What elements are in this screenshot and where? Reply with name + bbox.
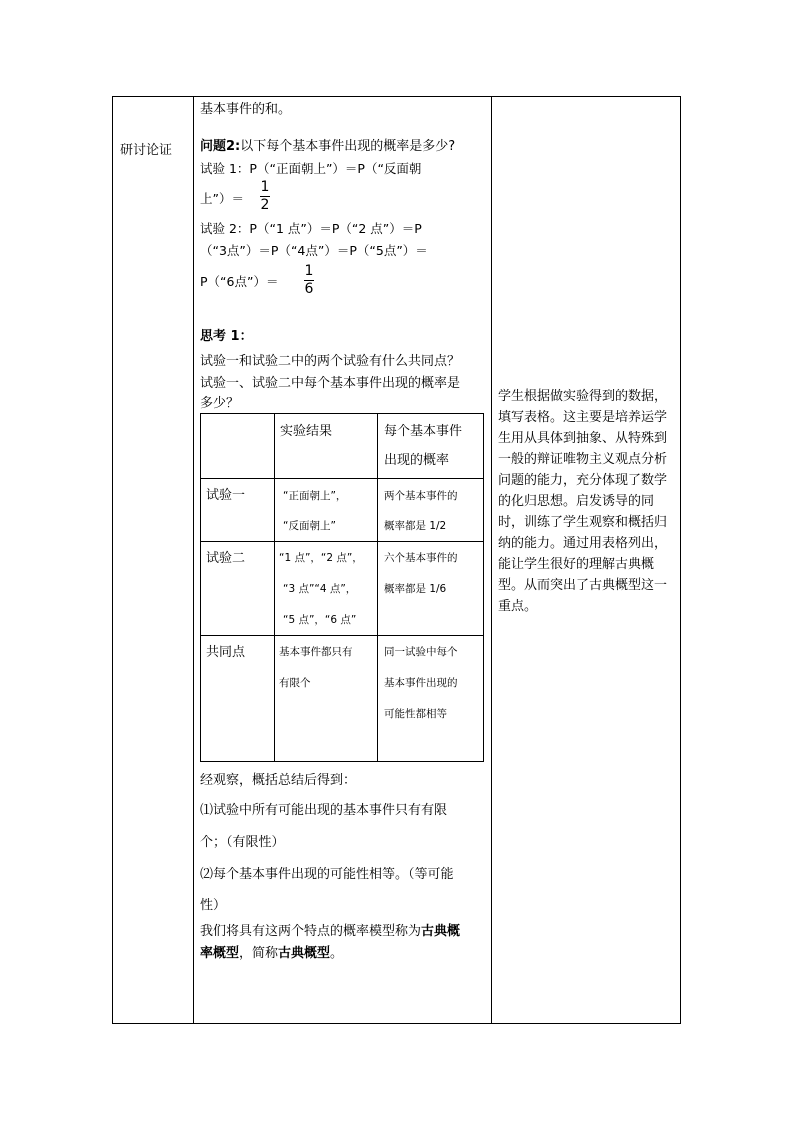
think-question-2-line2: 多少？ xyxy=(200,396,240,411)
table-header-prob-line2: 出现的概率 xyxy=(384,453,450,468)
table-cell: “正面朝上”， xyxy=(283,490,347,502)
fraction-numerator: 1 xyxy=(304,263,314,279)
table-cell: 基本事件出现的 xyxy=(384,677,458,689)
think-question-2-line1: 试验一、试验二中每个基本事件出现的概率是 xyxy=(200,376,461,391)
table-row-label: 共同点 xyxy=(206,645,246,660)
table-row-label: 试验二 xyxy=(206,551,246,566)
table-cell: 同一试验中每个 xyxy=(384,646,458,658)
table-cell: 两个基本事件的 xyxy=(384,490,458,502)
definition-term: 古典概 xyxy=(421,924,461,939)
table-cell: “5 点”，“6 点” xyxy=(283,614,357,626)
question-text: 以下每个基本事件出现的概率是多少? xyxy=(240,139,456,154)
table-cell: 基本事件都只有 xyxy=(279,646,353,658)
think-question-1: 试验一和试验二中的两个试验有什么共同点？ xyxy=(200,354,461,369)
definition-term: 率概型 xyxy=(200,946,240,961)
table-cell: “3 点”“4 点”， xyxy=(283,583,357,595)
table-column-line xyxy=(377,414,378,761)
trial-1-line2: 上”）＝ xyxy=(200,191,244,206)
definition-line1 xyxy=(200,923,460,940)
table-cell: “1 点”，“2 点”， xyxy=(279,552,363,564)
point-1-line2: 个；（有限性） xyxy=(200,835,285,850)
table-cell: 有限个 xyxy=(279,677,311,689)
stage-label: 研讨论证 xyxy=(120,143,173,158)
definition-line2 xyxy=(200,945,343,962)
question-2 xyxy=(200,138,455,155)
fraction-denominator: 6 xyxy=(304,281,314,297)
table-row-line xyxy=(201,635,483,636)
table-cell: 六个基本事件的 xyxy=(384,552,458,564)
question-label: 问题2: xyxy=(200,139,241,154)
table-column-line xyxy=(274,414,275,761)
table-cell: “反面朝上” xyxy=(283,520,336,532)
table-cell: 概率都是 1/2 xyxy=(384,520,447,532)
table-row-line xyxy=(201,541,483,542)
point-2-line1: ⑵每个基本事件出现的可能性相等。（等可能 xyxy=(200,867,454,882)
table-header-result: 实验结果 xyxy=(280,424,333,439)
definition-text: ，简称 xyxy=(239,946,279,961)
definition-term: 古典概型 xyxy=(278,946,331,961)
column-divider-1 xyxy=(193,97,194,1023)
think-label: 思考 1： xyxy=(200,329,253,344)
table-cell: 可能性都相等 xyxy=(384,708,447,720)
fraction-one-half xyxy=(259,180,271,213)
trial-1-line1: 试验 1：P（“正面朝上”）＝P（“反面朝 xyxy=(200,161,422,176)
table-row-label: 试验一 xyxy=(206,488,246,503)
teaching-intent-text: 学生根据做实验得到的数据，填写表格。这主要是培养运学生用从具体到抽象、从特殊到一般的辩证唯物主义观点分析问题的能力，充分体现了数学的化归思想。启发诱导的同时，训练了学生观察和概括归纳的能力。通过用表格列出，能让学生很好的理解古典概型。从而突出了古典概型这一重点。 xyxy=(498,389,668,614)
point-1-line1: ⑴试验中所有可能出现的基本事件只有有限 xyxy=(200,803,448,818)
trial-2-line2: （“3点”）＝P（“4点”）＝P（“5点”）＝ xyxy=(200,243,428,258)
observation-text: 经观察，概括总结后得到： xyxy=(200,773,357,788)
fraction-numerator: 1 xyxy=(260,179,270,195)
table-row-line xyxy=(201,478,483,479)
table-cell: 概率都是 1/6 xyxy=(384,583,447,595)
table-header-prob-line1: 每个基本事件 xyxy=(384,424,463,439)
fraction-denominator: 2 xyxy=(260,197,270,213)
fraction-one-sixth xyxy=(303,264,315,297)
trial-2-line1: 试验 2：P（“1 点”）＝P（“2 点”）＝P xyxy=(200,221,422,236)
point-2-line2: 性） xyxy=(200,898,227,913)
definition-text: 我们将具有这两个特点的概率模型称为 xyxy=(200,924,422,939)
trial-2-line3: P（“6点”）＝ xyxy=(200,274,279,289)
column-divider-2 xyxy=(491,97,492,1023)
definition-text: 。 xyxy=(330,946,344,961)
text-line: 基本事件的和。 xyxy=(200,102,292,117)
